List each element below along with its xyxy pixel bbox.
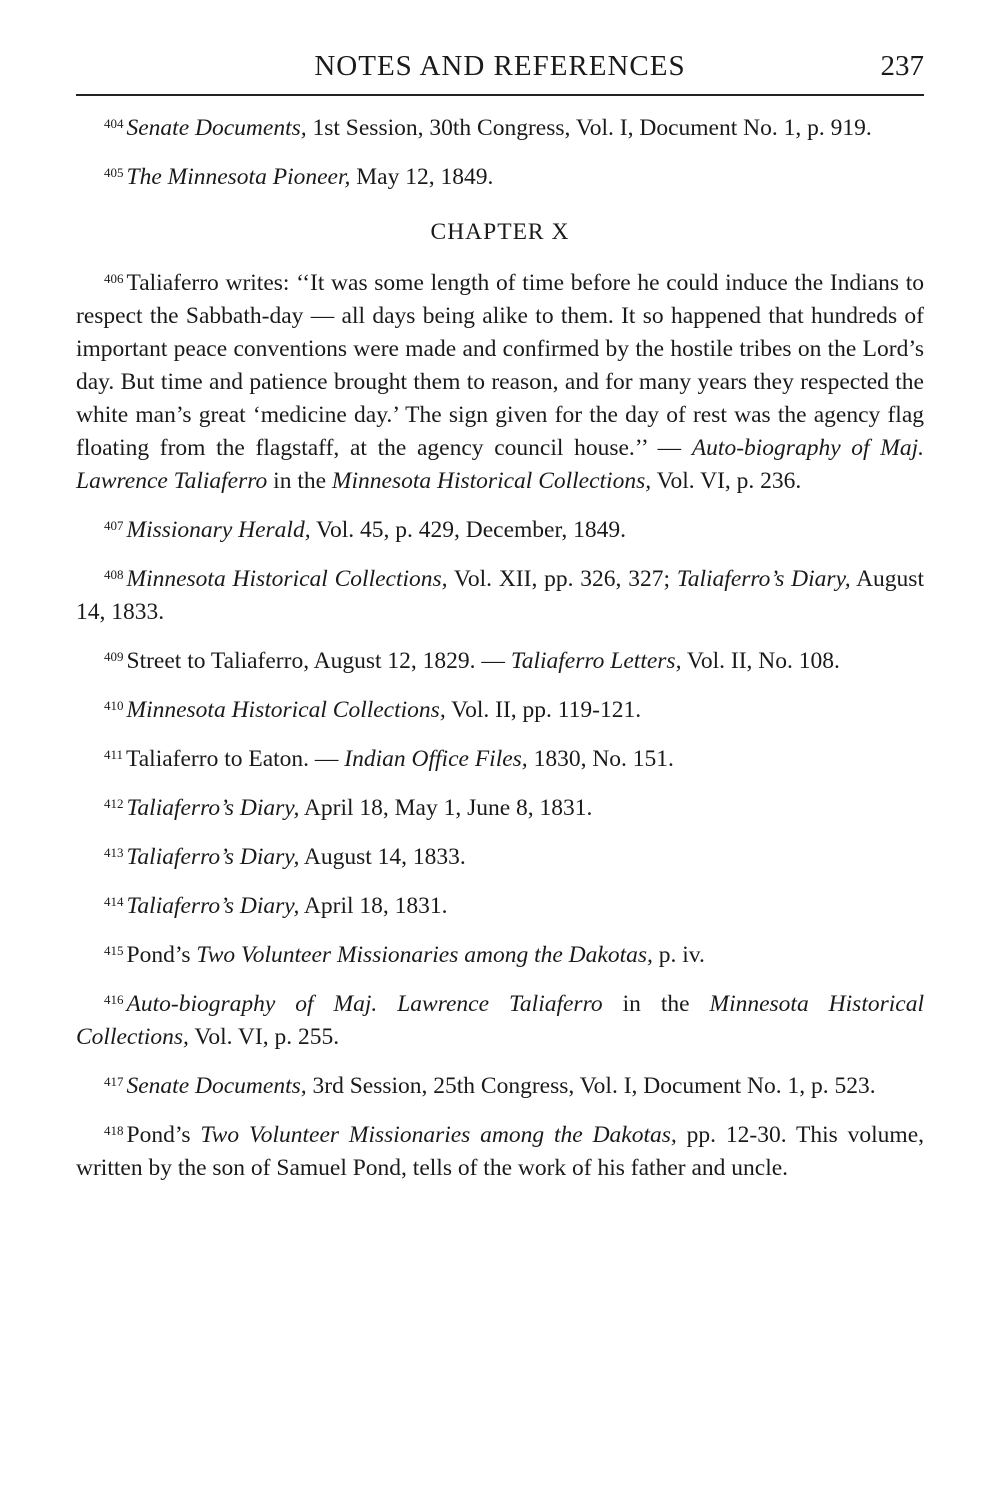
footnote-number: 416 [104,992,124,1007]
italic-title: Taliaferro’s Diary, [676,566,851,592]
note-text: in the [267,468,332,494]
header-title: NOTES AND REFERENCES [314,50,686,82]
notes-list-before [76,112,924,194]
note-text: Vol. 45, p. 429, December, 1849. [310,517,626,543]
note-text: in the [602,991,710,1017]
footnote-number: 413 [104,845,124,860]
italic-title: Taliaferro Letters, [510,648,682,674]
footnote-number: 409 [104,649,124,664]
notes-list-after [76,267,924,1185]
footnote [76,743,924,776]
footnote-number: 411 [104,747,124,762]
italic-title: Minnesota Historical Collections, [331,468,652,494]
footnote-number: 414 [104,894,124,909]
footnote-number: 407 [104,518,124,533]
italic-title: Taliaferro’s Diary, [126,844,300,870]
footnote [76,939,924,972]
page [76,48,924,1201]
italic-title: Minnesota Historical Collections, [126,697,446,723]
page-number: 237 [880,50,924,82]
note-text: Vol. XII, pp. 326, 327; [447,566,677,592]
note-text: Taliaferro to Eaton. — [126,746,345,772]
footnote [76,563,924,629]
footnote-number: 410 [104,698,124,713]
italic-title: Taliaferro’s Diary, [126,893,300,919]
chapter-heading: CHAPTER X [430,219,570,245]
italic-title: Indian Office Files, [344,746,528,772]
note-text: Pond’s [126,942,197,968]
notes-body [76,112,924,1185]
footnote [76,1070,924,1103]
note-text: 1830, No. 151. [527,746,674,772]
footnote [76,112,924,145]
italic-title: Senate Documents, [126,1073,307,1099]
note-text: May 12, 1849. [350,164,494,190]
italic-title: Senate Documents, [126,115,307,141]
italic-title: Taliaferro’s Diary, [126,795,300,821]
footnote-number: 412 [104,796,124,811]
footnote-number: 408 [104,567,124,582]
footnote [76,792,924,825]
note-text: August 14, 1833. [76,566,924,625]
footnote-number: 404 [104,116,124,131]
note-text: pp. 12-30. This volume, written by the son of Samuel Pond, tells of the work of his father and uncle. [76,1122,925,1181]
note-text: Pond’s [126,1122,201,1148]
note-text: Vol. VI, p. 236. [651,468,802,494]
note-text: 3rd Session, 25th Congress, Vol. I, Document No. 1, p. 523. [306,1073,876,1099]
running-header [76,48,924,96]
note-text: April 18, 1831. [299,893,448,919]
italic-title: Auto-biography of Maj. Lawrence Taliaferro [76,435,925,494]
italic-title: Two Volunteer Missionaries among the Dakotas, [200,1122,677,1148]
footnote-number: 406 [104,271,124,286]
note-text: Vol. VI, p. 255. [188,1024,340,1050]
footnote [76,161,924,194]
italic-title: Minnesota Historical Collections, [126,566,448,592]
footnote-number: 417 [104,1074,124,1089]
footnote [76,890,924,923]
note-text: p. iv. [652,942,705,968]
footnote [76,694,924,727]
footnote-number: 405 [104,165,124,180]
italic-title: Missionary Herald, [126,517,311,543]
note-text: August 14, 1833. [299,844,466,870]
note-text: Taliaferro writes: ‘‘It was some length of time before he could induce the Indians to respect the Sabbath-day — all days being alike to them. It so happened that hundreds of important peace conventions were made and confirmed by the hostile tribes on the Lord’s day. But time and patience brought them to reason, and for many years they respected the white man’s great ‘medicine day.’ The sign given for the day of rest was the agency flag floating from the flagstaff, at the agency council house.’’ — [76,270,924,461]
footnote [76,1119,924,1185]
note-text: Vol. II, No. 108. [681,648,840,674]
italic-title: The Minnesota Pioneer, [126,164,351,190]
footnote-number: 415 [104,943,124,958]
footnote [76,645,924,678]
note-text: Street to Taliaferro, August 12, 1829. — [126,648,511,674]
note-text: 1st Session, 30th Congress, Vol. I, Document No. 1, p. 919. [306,115,872,141]
footnote [76,267,924,498]
footnote [76,841,924,874]
italic-title: Auto-biography of Maj. Lawrence Taliaferro [126,991,603,1017]
footnote [76,988,924,1054]
footnote [76,514,924,547]
italic-title: Two Volunteer Missionaries among the Dakotas, [196,942,653,968]
note-text: Vol. II, pp. 119-121. [445,697,642,723]
footnote-number: 418 [104,1123,124,1138]
note-text: April 18, May 1, June 8, 1831. [299,795,593,821]
italic-title: Minnesota Historical Collections, [76,991,924,1050]
